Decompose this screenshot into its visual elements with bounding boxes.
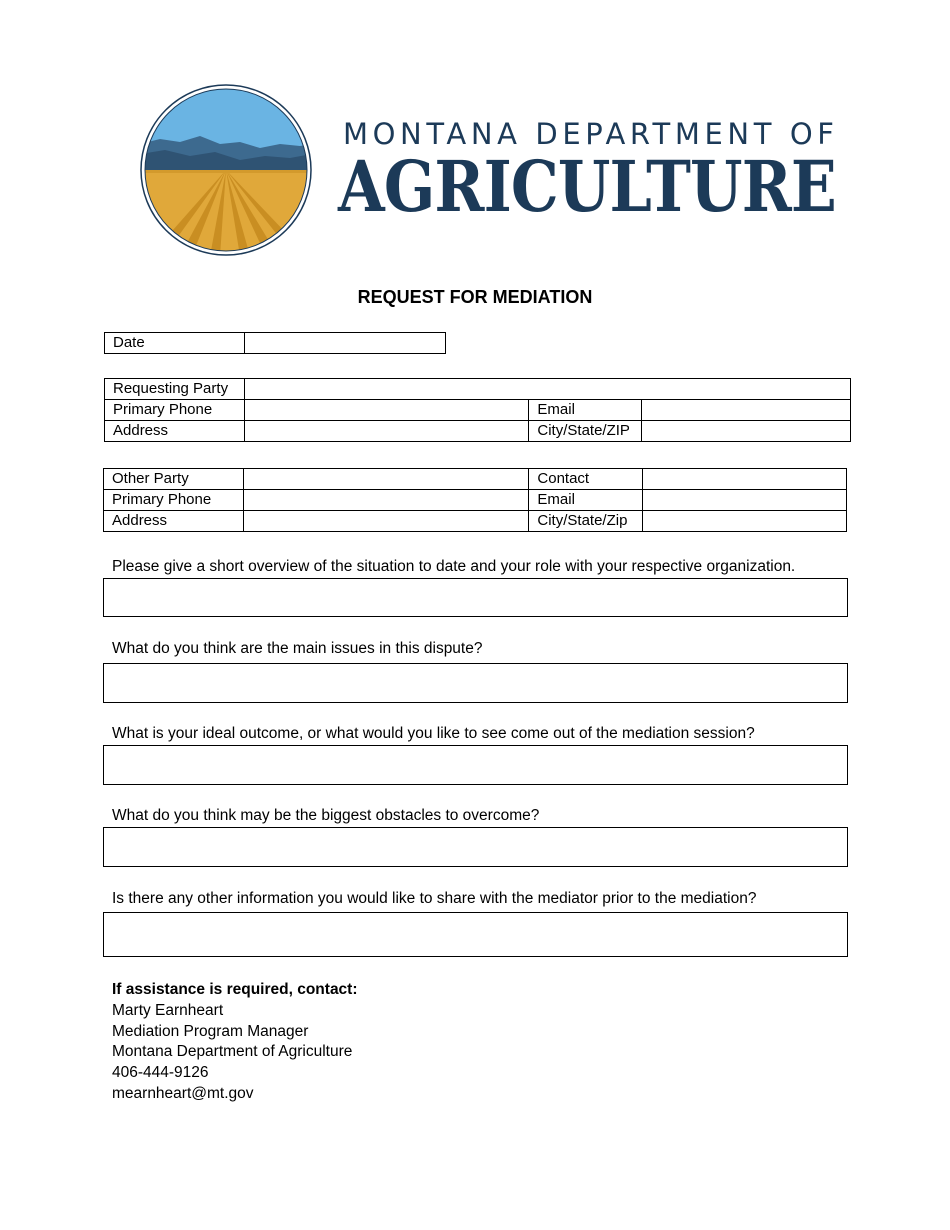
logo-subtitle: MONTANA DEPARTMENT OF — [343, 117, 839, 151]
answer-ideal-outcome-box[interactable] — [103, 745, 848, 785]
contact-name: Marty Earnheart — [112, 1001, 224, 1019]
other-city-state-zip-field[interactable] — [643, 511, 847, 532]
logo-title: AGRICULTURE — [338, 145, 836, 228]
requesting-city-state-zip-field[interactable] — [642, 421, 851, 442]
contact-heading: If assistance is required, contact: — [112, 981, 358, 998]
contact-role: Mediation Program Manager — [112, 1022, 309, 1040]
requesting-primary-phone-label: Primary Phone — [105, 400, 245, 421]
question-ideal-outcome: What is your ideal outcome, or what would you like to see come out of the mediation session? — [112, 725, 755, 742]
other-address-field[interactable] — [243, 511, 528, 532]
department-seal-logo — [140, 84, 312, 256]
other-party-field[interactable] — [243, 469, 528, 490]
answer-other-info-box[interactable] — [103, 912, 848, 957]
contact-block — [112, 980, 358, 1105]
question-overview: Please give a short overview of the situation to date and your role with your respective organization. — [112, 558, 796, 575]
requesting-primary-phone-field[interactable] — [244, 400, 528, 421]
other-email-field[interactable] — [643, 490, 847, 511]
date-label: Date — [105, 333, 245, 354]
requesting-party-field[interactable] — [244, 379, 850, 400]
other-party-label: Other Party — [104, 469, 244, 490]
requesting-party-label: Requesting Party — [105, 379, 245, 400]
requesting-city-state-zip-label: City/State/ZIP — [529, 421, 642, 442]
other-address-label: Address — [104, 511, 244, 532]
date-field[interactable] — [244, 333, 445, 354]
question-other-info: Is there any other information you would like to share with the mediator prior to the mediation? — [112, 890, 757, 907]
answer-overview-box[interactable] — [103, 578, 848, 617]
other-contact-label: Contact — [529, 469, 643, 490]
requesting-address-label: Address — [105, 421, 245, 442]
question-obstacles: What do you think may be the biggest obstacles to overcome? — [112, 807, 540, 824]
question-main-issues: What do you think are the main issues in this dispute? — [112, 640, 483, 657]
requesting-address-field[interactable] — [244, 421, 528, 442]
other-primary-phone-label: Primary Phone — [104, 490, 244, 511]
answer-main-issues-box[interactable] — [103, 663, 848, 703]
other-email-label: Email — [529, 490, 643, 511]
form-title: REQUEST FOR MEDIATION — [357, 287, 593, 307]
requesting-email-label: Email — [529, 400, 642, 421]
other-party-table — [103, 468, 847, 532]
requesting-email-field[interactable] — [642, 400, 851, 421]
other-city-state-zip-label: City/State/Zip — [529, 511, 643, 532]
other-contact-field[interactable] — [643, 469, 847, 490]
requesting-party-table — [104, 378, 851, 442]
other-primary-phone-field[interactable] — [243, 490, 528, 511]
contact-org: Montana Department of Agriculture — [112, 1043, 353, 1061]
answer-obstacles-box[interactable] — [103, 827, 848, 867]
contact-phone: 406-444-9126 — [112, 1064, 209, 1082]
contact-email: mearnheart@mt.gov — [112, 1084, 254, 1102]
date-table — [104, 332, 446, 354]
